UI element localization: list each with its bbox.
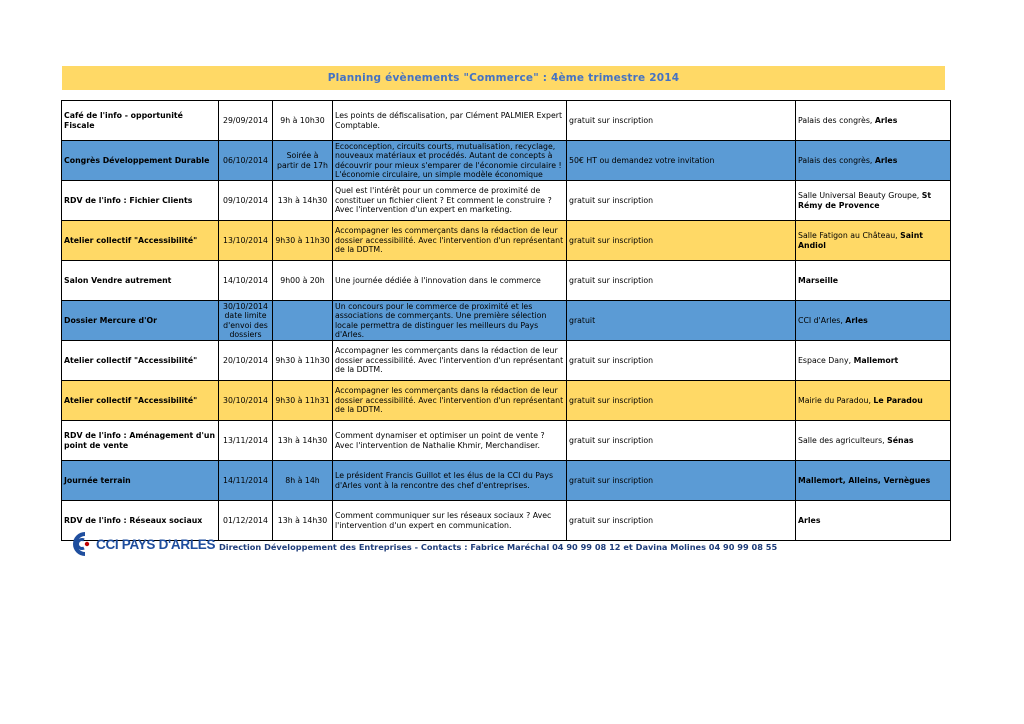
event-name: RDV de l'info : Aménagement d'un point de vente [62, 421, 219, 461]
event-time: 9h à 10h30 [273, 101, 333, 141]
event-place-city: Arles [798, 515, 821, 525]
event-price: gratuit sur inscription [567, 221, 796, 261]
event-date: 14/11/2014 [219, 461, 273, 501]
event-date: 14/10/2014 [219, 261, 273, 301]
table-row [62, 301, 951, 341]
event-name: RDV de l'info : Réseaux sociaux [62, 501, 219, 541]
event-place-venue: Espace Dany, [798, 355, 854, 365]
event-place-city: St Rémy de Provence [798, 191, 932, 210]
event-time: 9h30 à 11h30 [273, 221, 333, 261]
event-place-city: Saint Andiol [798, 231, 923, 250]
event-place-venue: Salle Fatigon au Château, [798, 231, 901, 240]
table-row [62, 181, 951, 221]
event-date: 30/10/2014 [219, 381, 273, 421]
event-price: gratuit sur inscription [567, 101, 796, 141]
event-description: Un concours pour le commerce de proximité et les associations de commerçants. Une première sélection locale permettra de distinguer les meilleurs du Pays d'Arles. [333, 301, 567, 341]
event-time: 9h30 à 11h31 [273, 381, 333, 421]
event-name: Atelier collectif "Accessibilité" [62, 341, 219, 381]
table-row [62, 141, 951, 181]
event-date: 06/10/2014 [219, 141, 273, 181]
event-name: RDV de l'info : Fichier Clients [62, 181, 219, 221]
event-place [796, 101, 951, 141]
event-price: gratuit sur inscription [567, 381, 796, 421]
event-time: 9h30 à 11h30 [273, 341, 333, 381]
event-price: gratuit sur inscription [567, 461, 796, 501]
event-place-venue: Palais des congrès, [798, 115, 875, 125]
event-description: Les points de défiscalisation, par Clément PALMIER Expert Comptable. [333, 101, 567, 141]
table-row [62, 381, 951, 421]
event-place-venue: Mairie du Paradou, [798, 395, 874, 405]
event-price: gratuit sur inscription [567, 261, 796, 301]
event-place-venue: Palais des congrès, [798, 155, 875, 165]
event-place-venue: Salle des agriculteurs, [798, 435, 888, 445]
event-price: gratuit sur inscription [567, 181, 796, 221]
event-place-city: Mallemort [853, 355, 899, 365]
title-bar [62, 66, 945, 90]
event-date: 13/10/2014 [219, 221, 273, 261]
event-name: Atelier collectif "Accessibilité" [62, 221, 219, 261]
event-place [796, 461, 951, 501]
event-name: Atelier collectif "Accessibilité" [62, 381, 219, 421]
event-place [796, 301, 951, 341]
event-place-city: Arles [874, 155, 898, 165]
event-name: Café de l'info - opportunité Fiscale [62, 101, 219, 141]
cci-logo-icon [68, 530, 92, 558]
event-description: Une journée dédiée à l'innovation dans le commerce [333, 261, 567, 301]
event-date: 01/12/2014 [219, 501, 273, 541]
event-description: Accompagner les commerçants dans la rédaction de leur dossier accessibilité. Avec l'intervention d'un représentant de la DDTM. [333, 381, 567, 421]
event-description: Quel est l'intérêt pour un commerce de proximité de constituer un fichier client ? Et comment le construire ? Avec l'intervention d'un expert en marketing. [333, 181, 567, 221]
table-row [62, 221, 951, 261]
event-price: gratuit sur inscription [567, 501, 796, 541]
event-name: Dossier Mercure d'Or [62, 301, 219, 341]
event-date: 13/11/2014 [219, 421, 273, 461]
event-place-city: Arles [845, 315, 868, 325]
event-place [796, 181, 951, 221]
event-date: 09/10/2014 [219, 181, 273, 221]
event-time: 13h à 14h30 [273, 421, 333, 461]
event-time: 13h à 14h30 [273, 501, 333, 541]
footer [68, 529, 948, 561]
event-place-city: Mallemort, Alleins, Vernègues [798, 475, 931, 485]
event-name: Salon Vendre autrement [62, 261, 219, 301]
event-description: Ecoconception, circuits courts, mutualisation, recyclage, nouveaux matériaux et procédés. Autant de concepts à découvrir pour mieux s'emparer de l'économie circulaire ! L'économie circulaire, un simple modèle économique [333, 141, 567, 181]
event-place [796, 421, 951, 461]
table-row [62, 341, 951, 381]
event-date: 29/09/2014 [219, 101, 273, 141]
event-price: gratuit sur inscription [567, 341, 796, 381]
event-place [796, 141, 951, 181]
event-time: 9h00 à 20h [273, 261, 333, 301]
event-place [796, 261, 951, 301]
event-date: 30/10/2014 date limite d'envoi des dossiers [219, 301, 273, 341]
event-description: Le président Francis Guillot et les élus de la CCI du Pays d'Arles vont à la rencontre des chef d'entreprises. [333, 461, 567, 501]
event-place [796, 341, 951, 381]
event-place-city: Marseille [798, 275, 839, 285]
table-row [62, 461, 951, 501]
event-place-city: Le Paradou [873, 395, 923, 405]
event-name: Journée terrain [62, 461, 219, 501]
event-place-city: Sénas [887, 435, 914, 445]
event-description: Accompagner les commerçants dans la rédaction de leur dossier accessibilité. Avec l'intervention d'un représentant de la DDTM. [333, 221, 567, 261]
table-row [62, 101, 951, 141]
page-title: Planning évènements "Commerce" : 4ème trimestre 2014 [327, 72, 680, 84]
event-date: 20/10/2014 [219, 341, 273, 381]
event-price: 50€ HT ou demandez votre invitation [567, 141, 796, 181]
event-description: Accompagner les commerçants dans la rédaction de leur dossier accessibilité. Avec l'intervention d'un représentant de la DDTM. [333, 341, 567, 381]
event-place [796, 381, 951, 421]
event-time: Soirée à partir de 17h [273, 141, 333, 181]
cci-logo [68, 529, 215, 559]
event-name: Congrès Développement Durable [62, 141, 219, 181]
event-place [796, 221, 951, 261]
event-description: Comment communiquer sur les réseaux sociaux ? Avec l'intervention d'un expert en communication. [333, 501, 567, 541]
event-time [273, 301, 333, 341]
event-description: Comment dynamiser et optimiser un point de vente ? Avec l'intervention de Nathalie Khmir, Merchandiser. [333, 421, 567, 461]
event-place-city: Arles [874, 115, 898, 125]
cci-logo-text: CCI PAYS D'ARLES [96, 536, 216, 552]
event-price: gratuit sur inscription [567, 421, 796, 461]
event-price: gratuit [567, 301, 796, 341]
event-place-venue: Salle Universal Beauty Groupe, [798, 191, 922, 200]
table-row [62, 261, 951, 301]
event-place-venue: CCI d'Arles, [798, 315, 846, 325]
table-row [62, 421, 951, 461]
contact-line: Direction Développement des Entreprises - Contacts : Fabrice Maréchal 04 90 99 08 12 et Davina Molines 04 90 99 08 55 [219, 542, 778, 552]
events-table [61, 100, 951, 541]
event-time: 8h à 14h [273, 461, 333, 501]
event-time: 13h à 14h30 [273, 181, 333, 221]
